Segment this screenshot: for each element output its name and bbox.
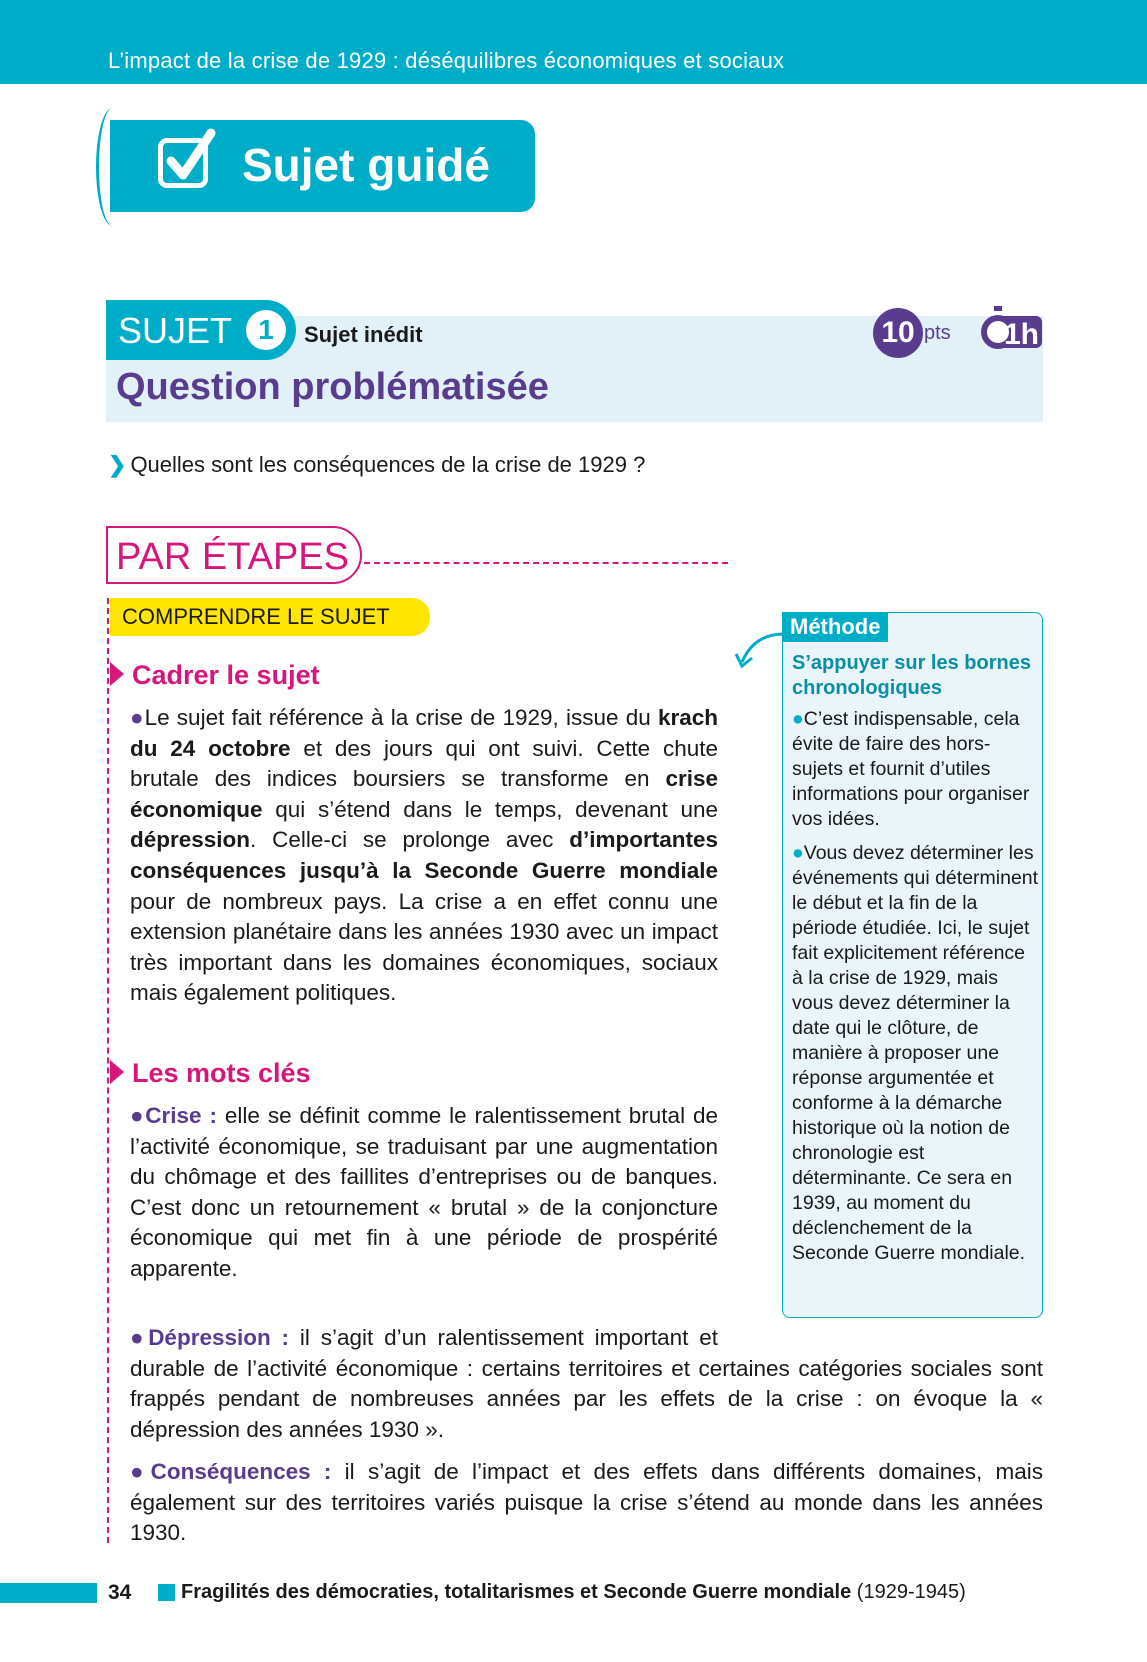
methode-box <box>782 612 1043 1318</box>
methode-tag: Méthode <box>782 612 888 642</box>
stopwatch-icon <box>980 306 1044 352</box>
cadrer-paragraph: ●Le sujet fait référence à la crise de 1929, issue du krach du 24 octobre et des jours qui ont suivi. Cette chute brutale des indices boursiers se transforme en crise économique qui s’étend dans le temps, devenant une dépression. Celle-ci se prolonge avec d’importantes conséquences jusqu’à la Seconde Guerre mondiale pour de nombreux pays. La crise a en effet connu une extension planétaire dans les années 1930 avec un impact très important dans les domaines économiques, sociaux mais également politiques. <box>130 705 718 1006</box>
chevron-right-icon: ❯ <box>108 452 127 477</box>
sujet-type: Question problématisée <box>116 366 549 408</box>
checkbox-icon <box>158 138 208 188</box>
sujet-guide-banner <box>110 120 535 212</box>
comprendre-label: COMPRENDRE LE SUJET <box>110 598 430 636</box>
duration: 1h <box>1004 318 1040 351</box>
points-badge: 10 <box>873 308 923 358</box>
triangle-icon <box>110 1060 124 1084</box>
motscles-heading <box>110 1058 311 1089</box>
banner-label: Sujet guidé <box>242 139 490 191</box>
sujet-number: 1 <box>246 310 286 350</box>
footer-chapter: Fragilités des démocraties, totalitarismes et Seconde Guerre mondiale (1929-1945) <box>181 1581 966 1603</box>
sujet-word: SUJET <box>118 310 233 351</box>
footer-bar <box>0 1583 97 1603</box>
keyword-depression-text: ●Dépression : il s’agit d’un ralentissement important et durable de l’activité économique : certains territoires et certaines catégories sociales sont frappés pendant de nombreuses années par les effets de la crise : on évoque la « dépression des années 1930 ». <box>130 1325 1043 1442</box>
methode-point-1: ●C’est indispensable, cela évite de faire des hors-sujets et fournit d’utiles informations pour organiser vos idées. <box>792 708 1030 830</box>
sujet-source: Sujet inédit <box>304 322 423 347</box>
header-bar <box>0 0 1147 84</box>
header-title: L’impact de la crise de 1929 : déséquilibres économiques et sociaux <box>108 48 785 73</box>
divider <box>364 562 728 564</box>
vertical-divider <box>107 598 109 1543</box>
motscles-title: Les mots clés <box>132 1058 311 1088</box>
points-unit: pts <box>924 322 951 344</box>
bullet-icon: ● <box>130 1325 149 1350</box>
keyword-crise: ●Crise : elle se définit comme le ralentissement brutal de l’activité économique, se traduisant par une augmentation du chômage et des faillites d’entreprises ou de banques. C’est donc un retournement « brutal » de la conjoncture économique qui met fin à une période de prospérité apparente. <box>130 1103 719 1281</box>
par-etapes-heading: PAR ÉTAPES <box>106 526 362 584</box>
question <box>108 452 645 478</box>
cadrer-heading <box>110 660 320 691</box>
page-number: 34 <box>108 1581 132 1604</box>
footer-square <box>158 1584 175 1601</box>
methode-title: S’appuyer sur les bornes chronologiques <box>792 652 1031 699</box>
cadrer-title: Cadrer le sujet <box>132 660 320 690</box>
bullet-icon: ● <box>130 1459 151 1484</box>
sujet-tab <box>106 300 296 360</box>
keyword-consequences: ●Conséquences : il s’agit de l’impact et des effets dans différents domaines, mais également sur des territoires variés puisque la crise s’étend au monde dans les années 1930. <box>130 1459 1044 1546</box>
curved-arrow-icon <box>734 626 786 670</box>
question-text: Quelles sont les conséquences de la crise de 1929 ? <box>130 452 646 477</box>
triangle-icon <box>110 662 124 686</box>
bullet-icon: ● <box>130 1103 146 1128</box>
methode-point-2: ●Vous devez déterminer les événements qui déterminent le début et la fin de la période étudiée. Ici, le sujet fait explicitement référence à la crise de 1929, mais vous devez déterminer la date qui le clôture, de manière à proposer une réponse argumentée et conforme à la démarche historique où la notion de chronologie est déterminante. Ce sera en 1939, au moment du déclenchement de la Seconde Guerre mondiale. <box>792 842 1039 1264</box>
bullet-icon: ● <box>130 705 145 730</box>
